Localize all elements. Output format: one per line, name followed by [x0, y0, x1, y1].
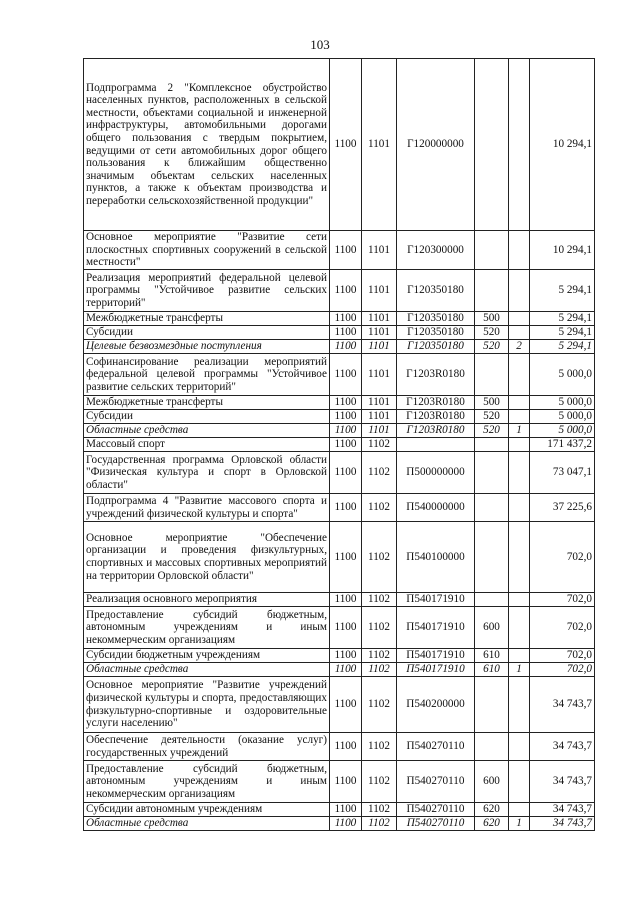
target-code: П500000000 — [397, 452, 475, 494]
section-code: 1100 — [330, 593, 362, 607]
row-name: Субсидии автономным учреждениям — [84, 803, 330, 817]
table-row — [84, 326, 595, 340]
table-body — [84, 59, 595, 831]
target-code — [397, 438, 475, 452]
subsection-code: 1101 — [362, 270, 397, 312]
kosgu-code — [509, 522, 530, 593]
section-code: 1100 — [330, 494, 362, 522]
target-code: Г120000000 — [397, 59, 475, 231]
subsection-code: 1101 — [362, 424, 397, 438]
subsection-code: 1102 — [362, 803, 397, 817]
section-code: 1100 — [330, 410, 362, 424]
expense-type-code — [475, 733, 509, 761]
expense-type-code: 610 — [475, 649, 509, 663]
amount: 5 294,1 — [530, 326, 595, 340]
expense-type-code — [475, 593, 509, 607]
expense-type-code: 520 — [475, 424, 509, 438]
row-name: Реализация основного мероприятия — [84, 593, 330, 607]
kosgu-code — [509, 803, 530, 817]
expense-type-code — [475, 494, 509, 522]
target-code: Г120300000 — [397, 231, 475, 270]
subsection-code: 1102 — [362, 677, 397, 733]
expense-type-code — [475, 438, 509, 452]
table-row — [84, 270, 595, 312]
target-code: П540270110 — [397, 733, 475, 761]
subsection-code: 1101 — [362, 312, 397, 326]
table-row — [84, 607, 595, 649]
kosgu-code — [509, 593, 530, 607]
target-code: П540270110 — [397, 761, 475, 803]
table-row — [84, 231, 595, 270]
section-code: 1100 — [330, 452, 362, 494]
expense-type-code: 500 — [475, 312, 509, 326]
section-code: 1100 — [330, 340, 362, 354]
amount: 5 000,0 — [530, 354, 595, 396]
table-row — [84, 593, 595, 607]
expense-type-code: 520 — [475, 326, 509, 340]
kosgu-code — [509, 396, 530, 410]
subsection-code: 1102 — [362, 607, 397, 649]
section-code: 1100 — [330, 733, 362, 761]
row-name: Подпрограмма 4 "Развитие массового спорта и учреждений физической культуры и спорта" — [84, 494, 330, 522]
section-code: 1100 — [330, 438, 362, 452]
table-row — [84, 817, 595, 831]
kosgu-code — [509, 494, 530, 522]
table-row — [84, 803, 595, 817]
amount: 702,0 — [530, 663, 595, 677]
row-name: Подпрограмма 2 "Комплексное обустройство населенных пунктов, расположенных в сельской местности, объектами социальной и инженерной инфраструктуры, автомобильными дорогами общего пользования с твердым покрытием, ведущими от сети автомобильных дорог общего пользования к ближайшим общественно значимым объектам сельских населенных пунктов, а также к объектам производства и переработки сельскохозяйственной продукции" — [84, 59, 330, 231]
target-code: Г1203R0180 — [397, 424, 475, 438]
subsection-code: 1102 — [362, 522, 397, 593]
row-name: Областные средства — [84, 817, 330, 831]
expense-type-code — [475, 452, 509, 494]
amount: 5 294,1 — [530, 340, 595, 354]
subsection-code: 1101 — [362, 231, 397, 270]
row-name: Основное мероприятие "Развитие учреждений физической культуры и спорта, предоставляющих физкультурно-спортивные и оздоровительные услуги населению" — [84, 677, 330, 733]
subsection-code: 1101 — [362, 326, 397, 340]
expense-type-code: 610 — [475, 663, 509, 677]
kosgu-code — [509, 649, 530, 663]
amount: 171 437,2 — [530, 438, 595, 452]
kosgu-code — [509, 677, 530, 733]
section-code: 1100 — [330, 761, 362, 803]
section-code: 1100 — [330, 424, 362, 438]
subsection-code: 1102 — [362, 761, 397, 803]
kosgu-code — [509, 312, 530, 326]
row-name: Межбюджетные трансферты — [84, 312, 330, 326]
section-code: 1100 — [330, 354, 362, 396]
row-name: Областные средства — [84, 663, 330, 677]
row-name: Областные средства — [84, 424, 330, 438]
expense-type-code — [475, 354, 509, 396]
amount: 37 225,6 — [530, 494, 595, 522]
subsection-code: 1102 — [362, 649, 397, 663]
target-code: П540171910 — [397, 663, 475, 677]
kosgu-code — [509, 410, 530, 424]
expense-type-code: 620 — [475, 817, 509, 831]
kosgu-code: 1 — [509, 663, 530, 677]
kosgu-code — [509, 733, 530, 761]
row-name: Массовый спорт — [84, 438, 330, 452]
table-row — [84, 396, 595, 410]
table-row — [84, 733, 595, 761]
expense-type-code — [475, 231, 509, 270]
subsection-code: 1101 — [362, 396, 397, 410]
target-code: Г120350180 — [397, 326, 475, 340]
target-code: П540000000 — [397, 494, 475, 522]
expense-type-code — [475, 677, 509, 733]
table-row — [84, 761, 595, 803]
table-row — [84, 59, 595, 231]
target-code: П540171910 — [397, 593, 475, 607]
amount: 34 743,7 — [530, 803, 595, 817]
subsection-code: 1102 — [362, 452, 397, 494]
subsection-code: 1101 — [362, 354, 397, 396]
amount: 702,0 — [530, 593, 595, 607]
target-code: П540270110 — [397, 803, 475, 817]
subsection-code: 1102 — [362, 663, 397, 677]
row-name: Субсидии — [84, 410, 330, 424]
row-name: Основное мероприятие "Обеспечение организации и проведения физкультурных, спортивных и массовых спортивных мероприятий на территории Орловской области" — [84, 522, 330, 593]
table-row — [84, 494, 595, 522]
amount: 73 047,1 — [530, 452, 595, 494]
expense-type-code — [475, 59, 509, 231]
section-code: 1100 — [330, 326, 362, 340]
amount: 702,0 — [530, 649, 595, 663]
table-row — [84, 340, 595, 354]
expense-type-code: 620 — [475, 803, 509, 817]
table-row — [84, 649, 595, 663]
kosgu-code — [509, 354, 530, 396]
section-code: 1100 — [330, 312, 362, 326]
subsection-code: 1102 — [362, 817, 397, 831]
section-code: 1100 — [330, 803, 362, 817]
row-name: Субсидии — [84, 326, 330, 340]
target-code: Г120350180 — [397, 340, 475, 354]
target-code: Г1203R0180 — [397, 410, 475, 424]
amount: 34 743,7 — [530, 761, 595, 803]
table-row — [84, 677, 595, 733]
amount: 5 000,0 — [530, 410, 595, 424]
row-name: Целевые безвозмездные поступления — [84, 340, 330, 354]
row-name: Софинансирование реализации мероприятий федеральной целевой программы "Устойчивое развитие сельских территорий" — [84, 354, 330, 396]
expense-type-code: 520 — [475, 340, 509, 354]
row-name: Субсидии бюджетным учреждениям — [84, 649, 330, 663]
row-name: Государственная программа Орловской области "Физическая культура и спорт в Орловской области" — [84, 452, 330, 494]
table-row — [84, 312, 595, 326]
subsection-code: 1101 — [362, 410, 397, 424]
amount: 5 294,1 — [530, 270, 595, 312]
kosgu-code — [509, 607, 530, 649]
target-code: П540171910 — [397, 649, 475, 663]
row-name: Обеспечение деятельности (оказание услуг) государственных учреждений — [84, 733, 330, 761]
kosgu-code: 2 — [509, 340, 530, 354]
amount: 10 294,1 — [530, 231, 595, 270]
kosgu-code — [509, 231, 530, 270]
amount: 34 743,7 — [530, 677, 595, 733]
kosgu-code — [509, 326, 530, 340]
target-code: П540200000 — [397, 677, 475, 733]
kosgu-code: 1 — [509, 817, 530, 831]
kosgu-code — [509, 270, 530, 312]
row-name: Реализация мероприятий федеральной целевой программы "Устойчивое развитие сельских территорий" — [84, 270, 330, 312]
amount: 702,0 — [530, 607, 595, 649]
amount: 5 000,0 — [530, 424, 595, 438]
section-code: 1100 — [330, 649, 362, 663]
row-name: Основное мероприятие "Развитие сети плоскостных спортивных сооружений в сельской местности" — [84, 231, 330, 270]
kosgu-code — [509, 59, 530, 231]
row-name: Межбюджетные трансферты — [84, 396, 330, 410]
amount: 34 743,7 — [530, 733, 595, 761]
amount: 34 743,7 — [530, 817, 595, 831]
kosgu-code — [509, 438, 530, 452]
table-row — [84, 663, 595, 677]
expense-type-code: 500 — [475, 396, 509, 410]
expense-type-code — [475, 270, 509, 312]
target-code: П540171910 — [397, 607, 475, 649]
section-code: 1100 — [330, 270, 362, 312]
table-row — [84, 452, 595, 494]
target-code: Г120350180 — [397, 312, 475, 326]
target-code: Г1203R0180 — [397, 354, 475, 396]
table-row — [84, 522, 595, 593]
amount: 5 294,1 — [530, 312, 595, 326]
target-code: Г120350180 — [397, 270, 475, 312]
section-code: 1100 — [330, 522, 362, 593]
row-name: Предоставление субсидий бюджетным, автономным учреждениям и иным некоммерческим организациям — [84, 761, 330, 803]
expense-type-code: 600 — [475, 761, 509, 803]
table-row — [84, 424, 595, 438]
amount: 702,0 — [530, 522, 595, 593]
row-name: Предоставление субсидий бюджетным, автономным учреждениям и иным некоммерческим организациям — [84, 607, 330, 649]
table-row — [84, 410, 595, 424]
subsection-code: 1102 — [362, 593, 397, 607]
section-code: 1100 — [330, 607, 362, 649]
table-row — [84, 354, 595, 396]
amount: 5 000,0 — [530, 396, 595, 410]
subsection-code: 1102 — [362, 494, 397, 522]
subsection-code: 1101 — [362, 59, 397, 231]
target-code: П540270110 — [397, 817, 475, 831]
kosgu-code: 1 — [509, 424, 530, 438]
section-code: 1100 — [330, 59, 362, 231]
subsection-code: 1102 — [362, 438, 397, 452]
section-code: 1100 — [330, 663, 362, 677]
expense-type-code — [475, 522, 509, 593]
target-code: П540100000 — [397, 522, 475, 593]
table-row — [84, 438, 595, 452]
subsection-code: 1101 — [362, 340, 397, 354]
budget-table — [83, 58, 595, 831]
kosgu-code — [509, 452, 530, 494]
section-code: 1100 — [330, 231, 362, 270]
expense-type-code: 520 — [475, 410, 509, 424]
section-code: 1100 — [330, 817, 362, 831]
amount: 10 294,1 — [530, 59, 595, 231]
page-number: 103 — [310, 37, 330, 52]
section-code: 1100 — [330, 396, 362, 410]
target-code: Г1203R0180 — [397, 396, 475, 410]
subsection-code: 1102 — [362, 733, 397, 761]
kosgu-code — [509, 761, 530, 803]
expense-type-code: 600 — [475, 607, 509, 649]
section-code: 1100 — [330, 677, 362, 733]
